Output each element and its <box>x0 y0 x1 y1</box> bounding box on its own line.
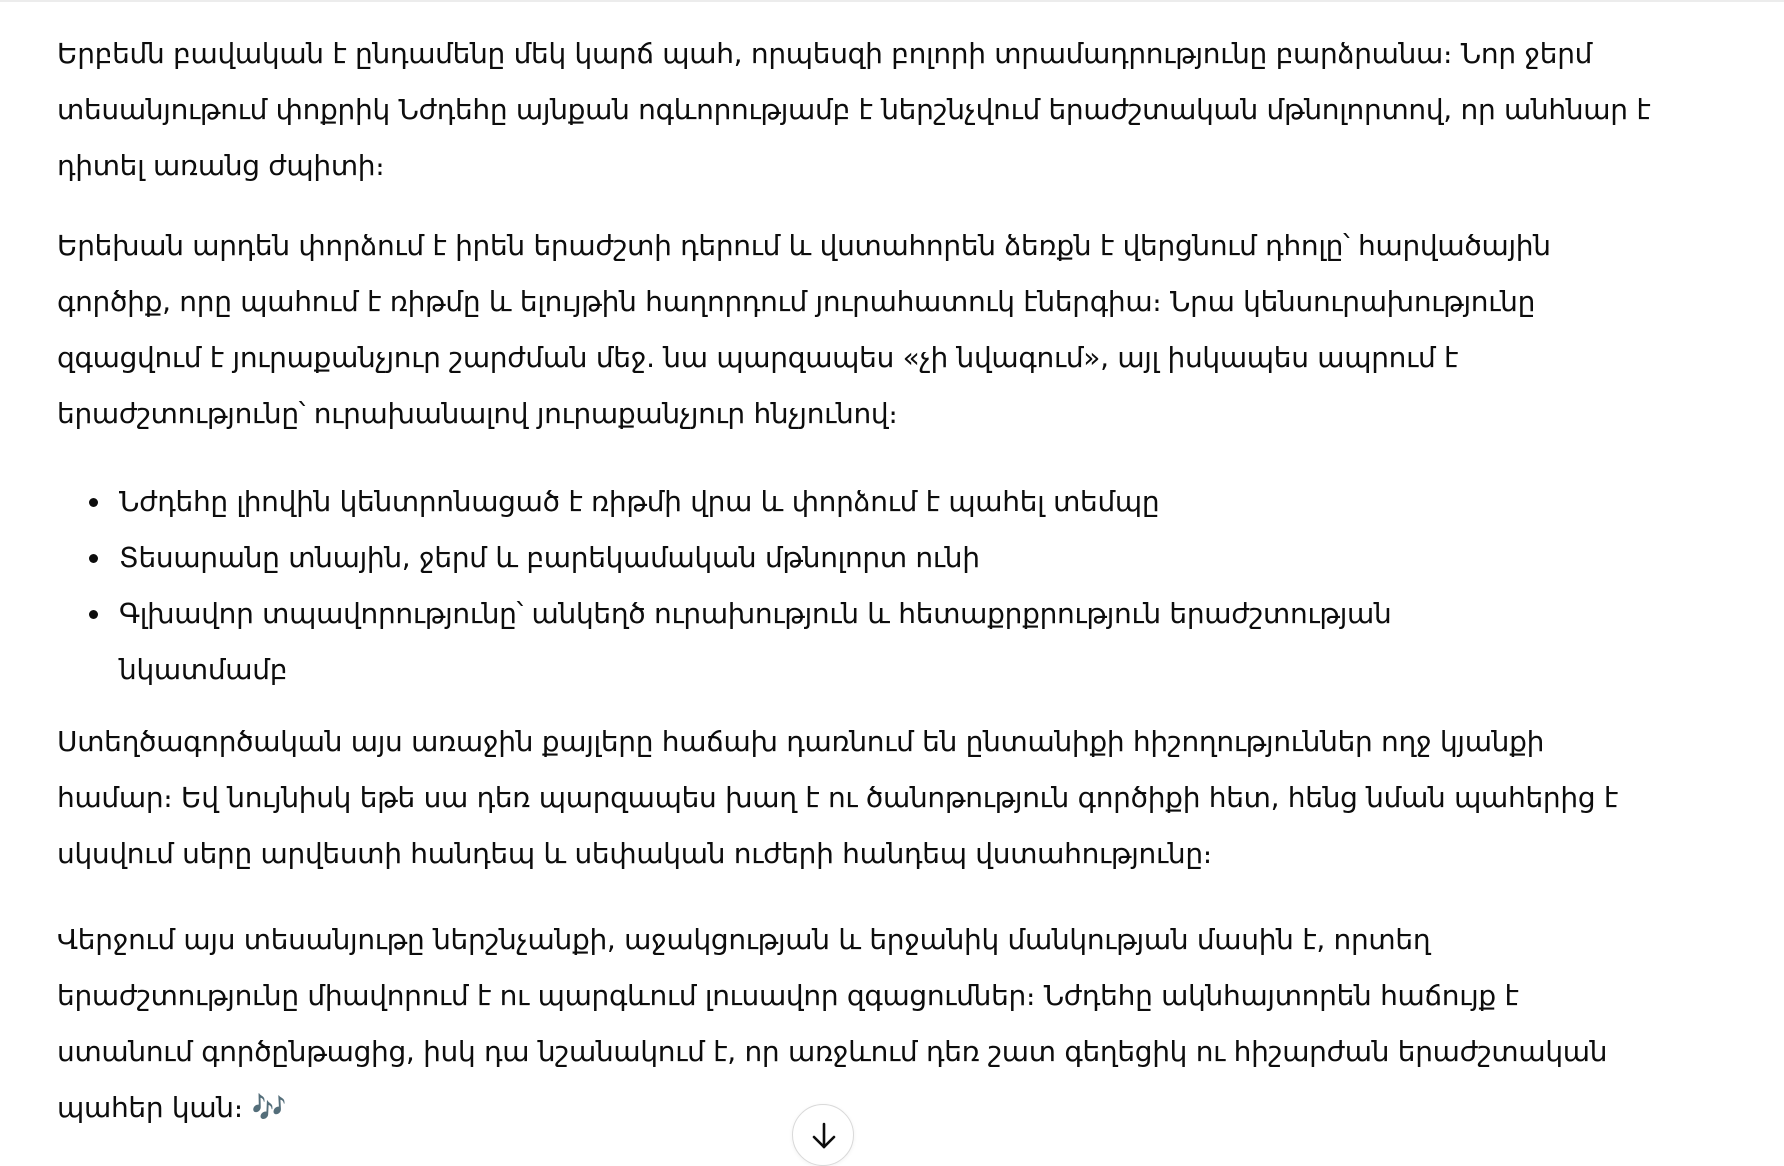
list-item <box>119 474 1519 530</box>
message-paragraph: Երբեմն բավական է ընդամենը մեկ կարճ պահ, որպեսզի բոլորի տրամադրությունը բարձրանա։ Նոր ջերմ տեսանյութում փոքրիկ Նժդեհը այնքան ոգևորությամբ է ներշնչվում երաժշտական մթնոլորտով, որ անհնար է դիտել առանց ժպիտի։ <box>57 37 1651 182</box>
list-item <box>119 586 1519 698</box>
list-item <box>119 530 1519 586</box>
message-paragraph: Ստեղծագործական այս առաջին քայլերը հաճախ դառնում են ընտանիքի հիշողություններ ողջ կյանքի համար։ Եվ նույնիսկ եթե սա դեռ պարզապես խաղ է ու ծանոթություն գործիքի հետ, հենց նման պահերից է սկսվում սերը արվեստի հանդեպ և սեփական ուժերի հանդեպ վստահությունը։ <box>57 725 1618 870</box>
message-paragraph: Երեխան արդեն փորձում է իրեն երաժշտի դերում և վստահորեն ձեռքն է վերցնում դհոլը՝ հարվածային գործիք, որը պահում է ռիթմը և ելույթին հաղորդում յուրահատուկ էներգիա։ Նրա կենսուրախությունը զգացվում է յուրաքանչյուր շարժման մեջ. նա պարզապես «չի նվագում», այլ իսկապես ապրում է երաժշտությունը՝ ուրախանալով յուրաքանչյուր հնչյունով։ <box>57 229 1551 430</box>
scroll-to-bottom-button[interactable] <box>792 1104 854 1166</box>
bullet-list-wrapper <box>57 474 1657 698</box>
list-item-text: Նժդեհը լիովին կենտրոնացած է ռիթմի վրա և փորձում է պահել տեմպը <box>119 485 1160 518</box>
bullet-dot <box>89 554 98 563</box>
top-divider <box>0 0 1784 2</box>
bullet-dot <box>89 610 98 619</box>
arrow-down-icon <box>810 1121 838 1151</box>
bullet-list <box>57 474 1657 698</box>
bullet-dot <box>89 498 98 507</box>
assistant-message <box>57 26 1657 1136</box>
list-item-text: Տեսարանը տնային, ջերմ և բարեկամական մթնոլորտ ունի <box>119 541 980 574</box>
list-item-text: Գլխավոր տպավորությունը՝ անկեղծ ուրախություն և հետաքրքրություն երաժշտության նկատմամբ <box>119 597 1392 686</box>
message-paragraph: Վերջում այս տեսանյութը ներշնչանքի, աջակցության և երջանիկ մանկության մասին է, որտեղ երաժշտությունը միավորում է ու պարգևում լուսավոր զգացումներ։ Նժդեհը ակնհայտորեն հաճույք է ստանում գործընթացից, իսկ դա նշանակում է, որ առջևում դեռ շատ գեղեցիկ ու հիշարժան երաժշտական պահեր կան։ 🎶 <box>57 923 1608 1124</box>
